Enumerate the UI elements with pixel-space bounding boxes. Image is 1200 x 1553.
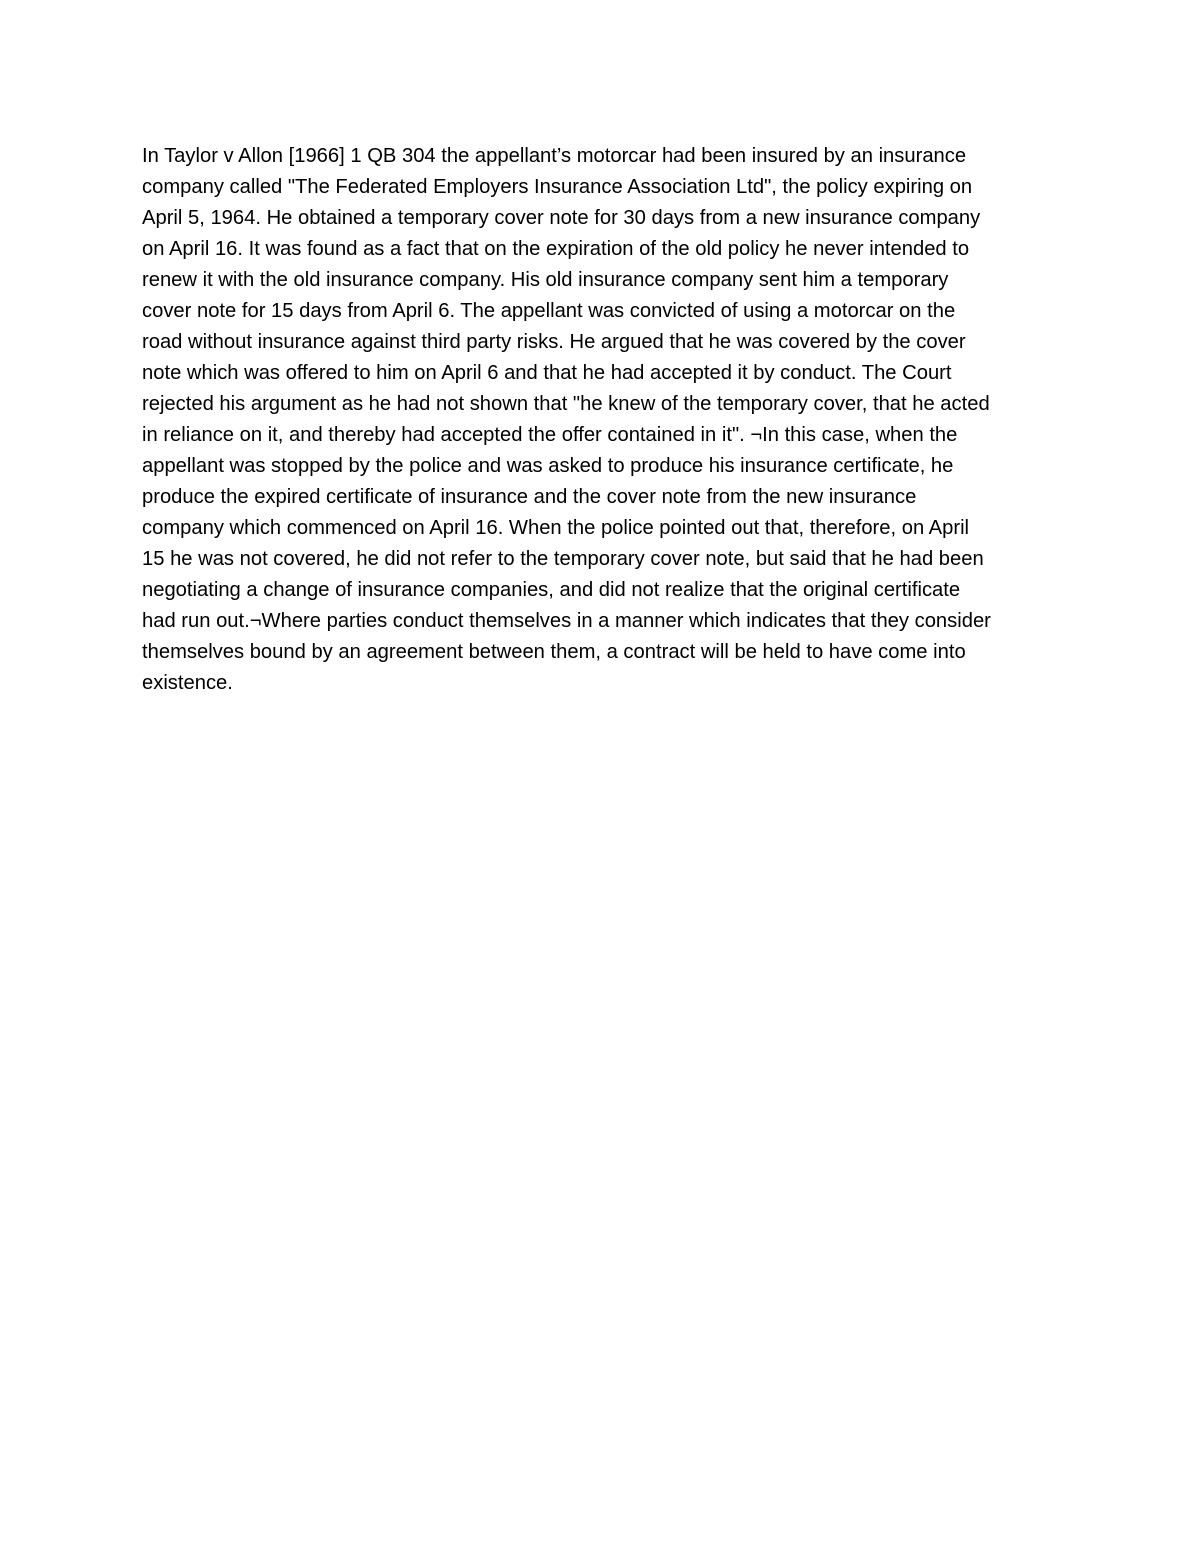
body-paragraph <box>142 141 1082 699</box>
paragraph-line: rejected his argument as he had not shown that "he knew of the temporary cover, that he acted <box>142 393 990 415</box>
paragraph-line: 15 he was not covered, he did not refer to the temporary cover note, but said that he had been <box>142 548 984 570</box>
paragraph-line: themselves bound by an agreement between them, a contract will be held to have come into <box>142 641 966 663</box>
paragraph-line: existence. <box>142 672 233 694</box>
paragraph-line: produce the expired certificate of insurance and the cover note from the new insurance <box>142 486 917 508</box>
paragraph-line: In Taylor v Allon [1966] 1 QB 304 the appellant’s motorcar had been insured by an insurance <box>142 145 967 167</box>
paragraph-line: April 5, 1964. He obtained a temporary cover note for 30 days from a new insurance company <box>142 207 981 229</box>
paragraph-line: in reliance on it, and thereby had accepted the offer contained in it". ¬In this case, when the <box>142 424 958 446</box>
paragraph-line: cover note for 15 days from April 6. The appellant was convicted of using a motorcar on the <box>142 300 956 322</box>
paragraph-line: appellant was stopped by the police and was asked to produce his insurance certificate, he <box>142 455 954 477</box>
paragraph-line: negotiating a change of insurance companies, and did not realize that the original certificate <box>142 579 961 601</box>
paragraph-line: road without insurance against third party risks. He argued that he was covered by the cover <box>142 331 966 353</box>
paragraph-line: note which was offered to him on April 6 and that he had accepted it by conduct. The Court <box>142 362 952 384</box>
paragraph-line: company called "The Federated Employers Insurance Association Ltd", the policy expiring on <box>142 176 973 198</box>
paragraph-line: on April 16. It was found as a fact that on the expiration of the old policy he never intended to <box>142 238 970 260</box>
paragraph-line: renew it with the old insurance company. His old insurance company sent him a temporary <box>142 269 949 291</box>
paragraph-line: company which commenced on April 16. When the police pointed out that, therefore, on April <box>142 517 970 539</box>
paragraph-line: had run out.¬Where parties conduct themselves in a manner which indicates that they consider <box>142 610 991 632</box>
